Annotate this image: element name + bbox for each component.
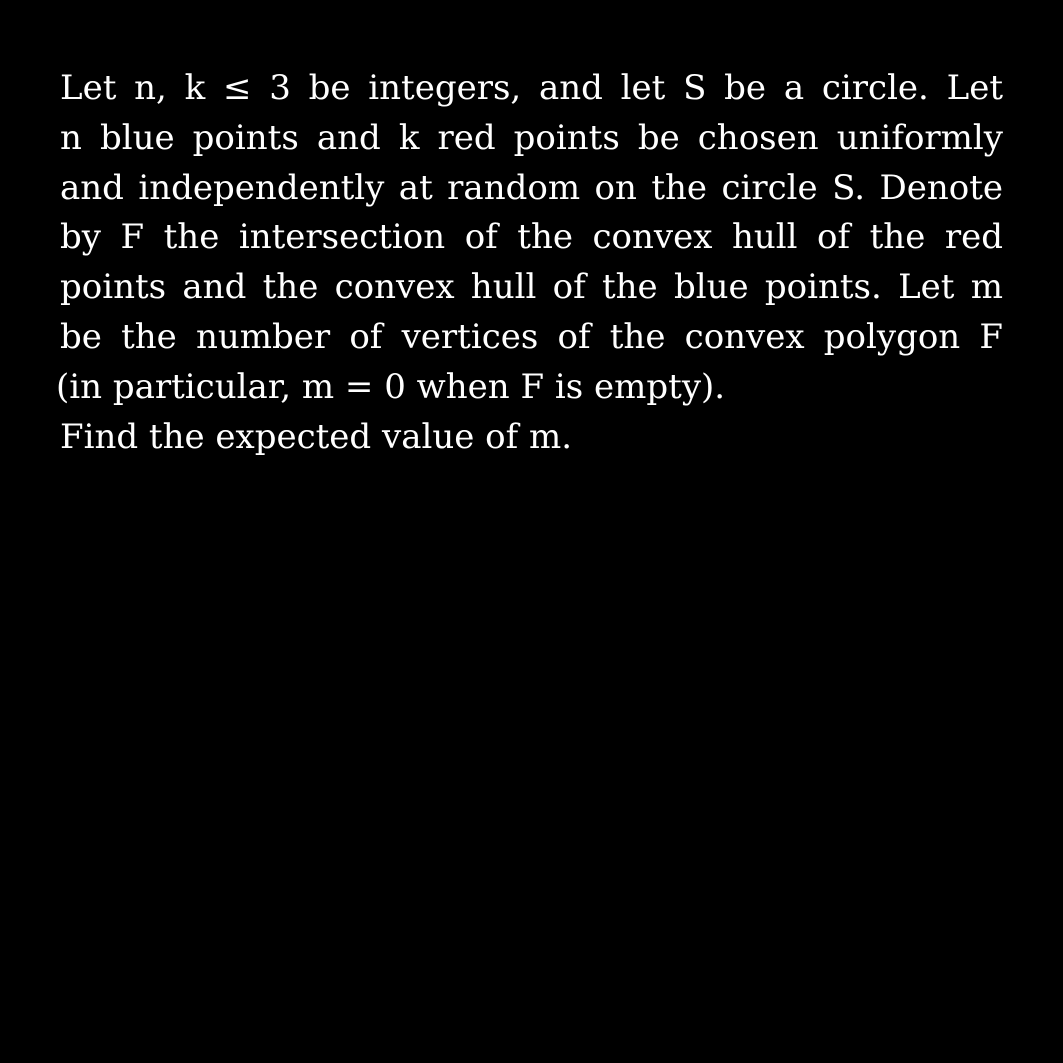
problem-line-5: points and the convex hull of the blue points. Let m [60, 267, 1003, 308]
problem-line-1: Let n, k ≤ 3 be integers, and let S be a circle. Let [60, 68, 1003, 108]
problem-statement [56, 64, 1003, 462]
problem-line-6: be the number of vertices of the convex polygon F [60, 316, 1003, 357]
problem-question: Find the expected value of m. [60, 416, 573, 457]
problem-line-4: by F the intersection of the convex hull of the red [60, 217, 1003, 258]
problem-line-3: and independently at random on the circle S. Denote [60, 167, 1003, 208]
problem-line-7: (in particular, m = 0 when F is empty). [56, 366, 726, 407]
problem-line-2: n blue points and k red points be chosen uniformly [60, 117, 1003, 158]
